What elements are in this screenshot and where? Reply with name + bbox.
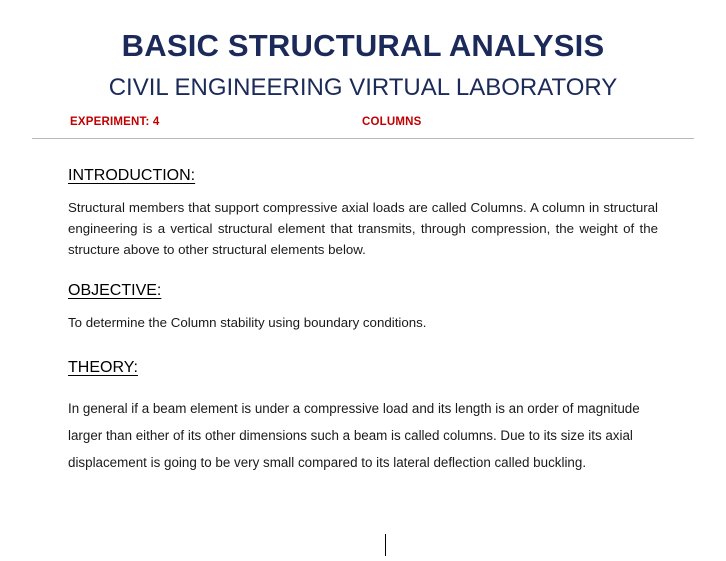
page-subtitle: CIVIL ENGINEERING VIRTUAL LABORATORY xyxy=(108,74,618,101)
text-cursor xyxy=(385,534,386,556)
document-meta-row xyxy=(32,116,694,139)
page-title: BASIC STRUCTURAL ANALYSIS xyxy=(121,28,605,63)
section-heading-introduction: INTRODUCTION: xyxy=(68,167,196,184)
section-body-objective: To determine the Column stability using boundary conditions. xyxy=(68,315,427,330)
experiment-label: EXPERIMENT: 4 xyxy=(70,116,160,128)
section-body-introduction: Structural members that support compressive axial loads are called Columns. A column in structural engineering is a vertical structural element that transmits, through compression, the weight of the structure above to other structural elements below. xyxy=(68,200,658,257)
section-heading-theory: THEORY: xyxy=(68,359,138,376)
document-content xyxy=(32,139,694,476)
section-body-theory: In general if a beam element is under a compressive load and its length is an order of magnitude larger than either of its other dimensions such a beam is called columns. Due to its size its axial displacement is going to be very small compared to its lateral deflection called buckling. xyxy=(68,401,640,470)
section-heading-objective: OBJECTIVE: xyxy=(68,282,162,299)
topic-label: COLUMNS xyxy=(362,116,422,128)
